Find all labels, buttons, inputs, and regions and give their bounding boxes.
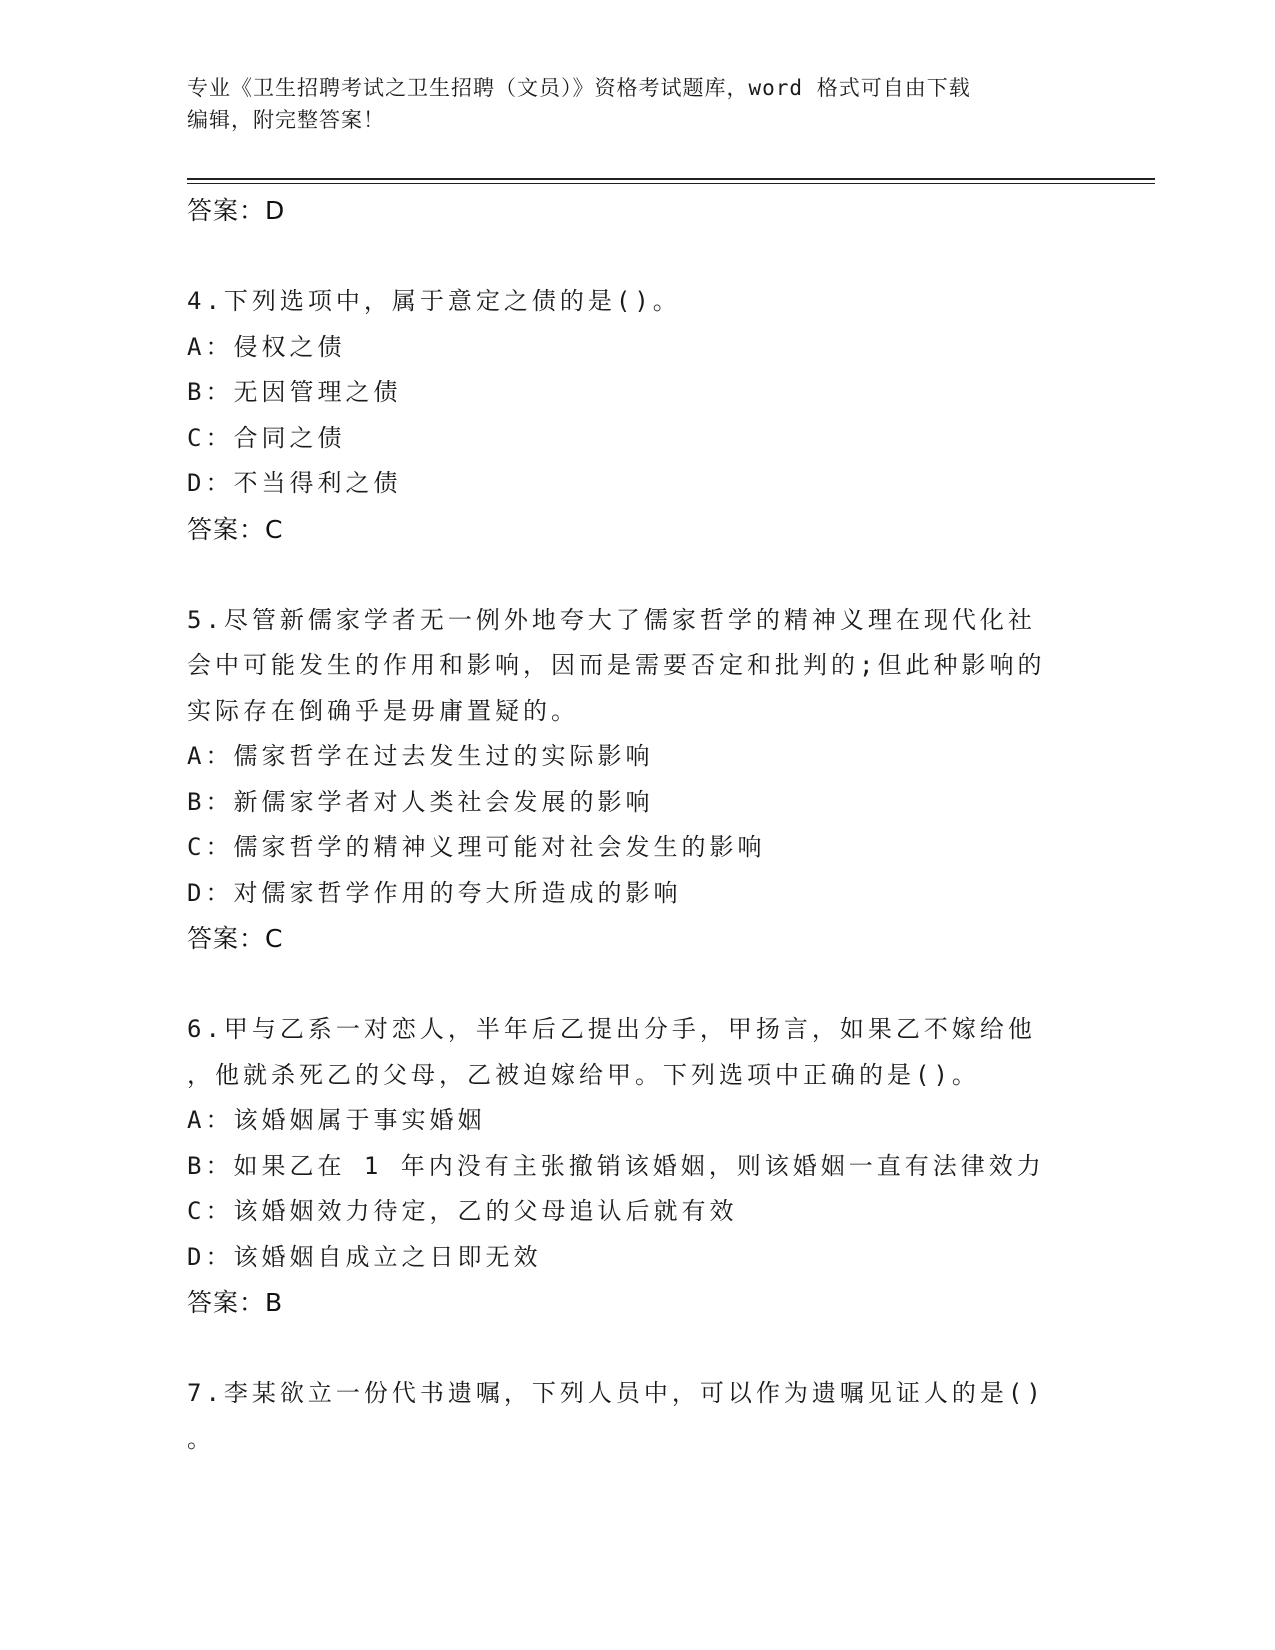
header-rule-thin [187,183,1155,184]
answer: 答案：B [187,1288,284,1317]
question-7 [187,1371,1087,1462]
question-stem: 6.甲与乙系一对恋人，半年后乙提出分手，甲扬言，如果乙不嫁给他 [187,1015,1036,1043]
option-c: C：合同之债 [187,423,346,452]
question-5 [187,598,1087,962]
answer: 答案：C [187,514,284,544]
document-header [187,72,1067,136]
spacer [187,552,1087,598]
question-stem: 实际存在倒确乎是毋庸置疑的。 [187,696,579,725]
question-stem: 5.尽管新儒家学者无一例外地夸大了儒家哲学的精神义理在现代化社 [187,605,1036,634]
option-c: C：该婚姻效力待定，乙的父母追认后就有效 [187,1197,738,1225]
option-a: A：侵权之债 [187,332,346,361]
spacer [187,234,1087,280]
question-stem: ，他就杀死乙的父母，乙被迫嫁给甲。下列选项中正确的是()。 [187,1060,980,1089]
question-content [187,188,1087,1462]
option-a: A：该婚姻属于事实婚姻 [187,1106,486,1134]
option-d: D：不当得利之债 [187,469,402,497]
header-rule-thick [187,178,1155,180]
question-stem: 会中可能发生的作用和影响，因而是需要否定和批判的;但此种影响的 [187,651,1046,679]
spacer [187,1326,1087,1372]
previous-answer: 答案：D [187,196,286,225]
spacer [187,962,1087,1008]
question-4 [187,279,1087,552]
option-b: B：新儒家学者对人类社会发展的影响 [187,787,654,816]
question-6 [187,1007,1087,1326]
option-b: B：如果乙在 1 年内没有主张撤销该婚姻，则该婚姻一直有法律效力 [187,1151,1045,1180]
option-a: A：儒家哲学在过去发生过的实际影响 [187,742,654,770]
header-line-1: 专业《卫生招聘考试之卫生招聘（文员）》资格考试题库，word 格式可自由下载 [187,76,971,100]
option-b: B：无因管理之债 [187,378,402,406]
question-stem: 。 [187,1424,215,1453]
header-line-2: 编辑，附完整答案！ [187,108,385,132]
answer: 答案：C [187,924,284,953]
option-d: D：该婚姻自成立之日即无效 [187,1242,542,1271]
option-d: D：对儒家哲学作用的夸大所造成的影响 [187,878,682,907]
question-stem: 7.李某欲立一份代书遗嘱，下列人员中，可以作为遗嘱见证人的是() [187,1379,1045,1407]
option-c: C：儒家哲学的精神义理可能对社会发生的影响 [187,833,766,861]
question-stem: 4.下列选项中，属于意定之债的是()。 [187,287,681,315]
